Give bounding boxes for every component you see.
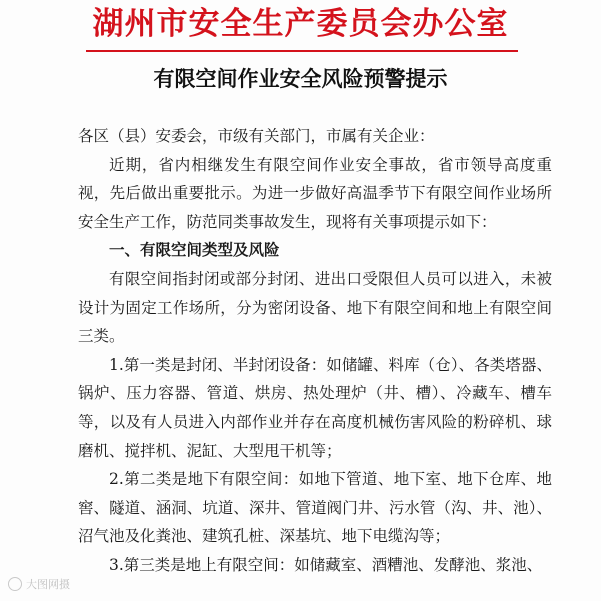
document-title: 有限空间作业安全风险预警提示 (153, 66, 448, 91)
section-paragraph: 有限空间指封闭或部分封闭、进出口受限但人员可以进入，未被设计为固定工作场所，分为密闭设备、地下有限空间和地上有限空间三类。 (78, 269, 552, 346)
list-item-1: 1.第一类是封闭、半封闭设备：如储罐、料库（仓）、各类塔器、锅炉、压力容器、管道、烘房、热处理炉（井、槽）、冷藏车、槽车等，以及有人员进入内部作业并存在高度机械伤害风险的粉碎机、球磨机、搅拌机、泥缸、大型甩干机等； (78, 355, 552, 460)
red-header-rule (86, 50, 518, 52)
document-body (78, 122, 552, 580)
logo-circle-icon (8, 577, 22, 591)
list-item-3: 3.第三类是地上有限空间：如储藏室、酒糟池、发酵池、浆池、 (109, 555, 543, 574)
intro-paragraph: 近期，省内相继发生有限空间作业安全事故，省市领导高度重视，先后做出重要批示。为进一步做好高温季节下有限空间作业场所安全生产工作，防范同类事故发生，现将有关事项提示如下： (78, 155, 552, 231)
issuing-office-title: 湖州市安全生产委员会办公室 (92, 6, 509, 42)
section-heading: 一、有限空间类型及风险 (109, 241, 280, 260)
salutation: 各区（县）安委会，市级有关部门，市属有关企业： (78, 127, 435, 145)
watermark (8, 574, 70, 594)
list-item-2: 2.第二类是地下有限空间：如地下管道、地下室、地下仓库、地窖、隧道、涵洞、坑道、深井、管道阀门井、污水管（沟、井、池）、沼气池及化粪池、建筑孔桩、深基坑、地下电缆沟等； (78, 470, 552, 546)
watermark-text: 大图网摄 (26, 578, 70, 591)
